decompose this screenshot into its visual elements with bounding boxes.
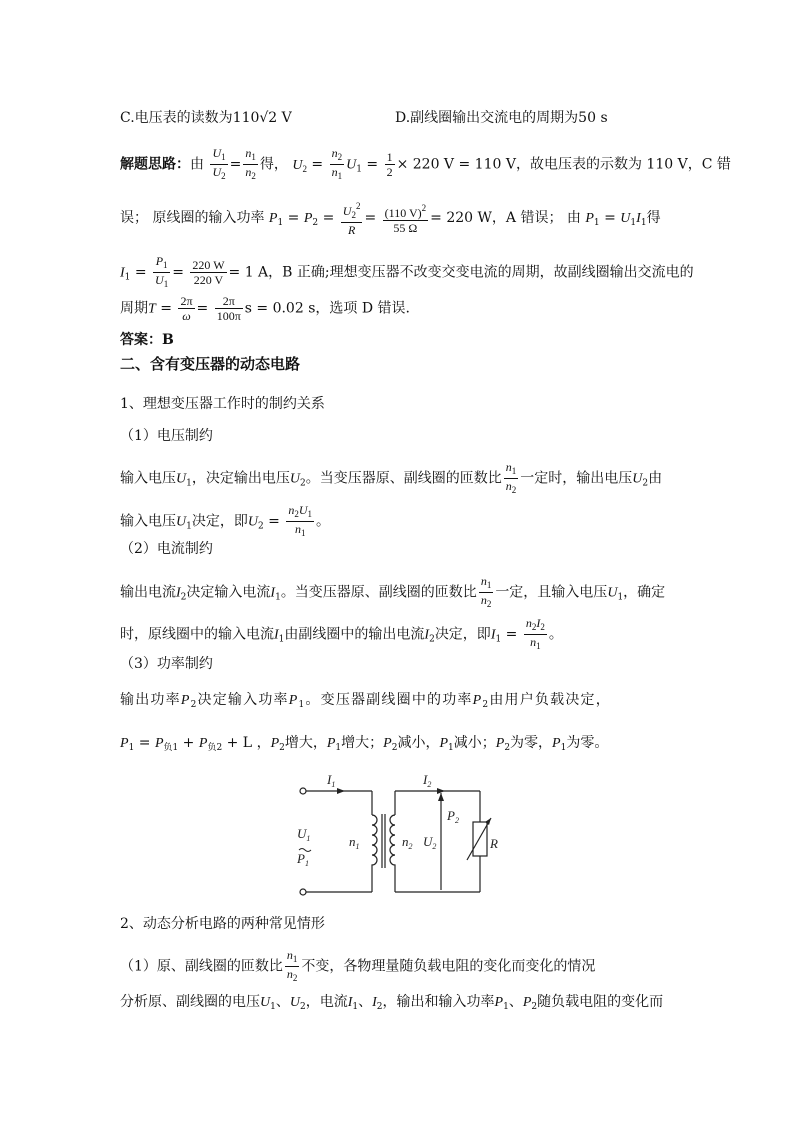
- text: 误； 原线圈的输入功率: [120, 210, 265, 226]
- text: 随负载电阻的变化而: [537, 994, 664, 1010]
- text: 为零，: [510, 735, 553, 751]
- text: 增大；: [341, 735, 384, 751]
- sub-heading-power: （3）功率制约: [120, 656, 213, 672]
- text: 一定时，输出电压: [520, 470, 633, 487]
- text: 时，原线圈中的输入电流: [120, 626, 274, 643]
- text: （1）原、副线圈的匝数比: [120, 958, 283, 975]
- paragraph-power-1: 输出功率$P_2$决定输入功率$P_1$。变压器副线圈中的功率$P_2$由用户负载决定，: [120, 692, 611, 710]
- formula: $U_2$: [292, 157, 307, 174]
- transformer-circuit-diagram: [285, 770, 500, 900]
- formula: $\frac{n_1}{n_2}$: [505, 460, 517, 495]
- section-title: 二、含有变压器的动态电路: [120, 355, 301, 373]
- label-i1: $I_1$: [327, 772, 336, 789]
- formula: $\frac{U_1}{U_2}$: [212, 146, 226, 181]
- formula: $\frac{n_2U_1}{n_1}$: [288, 503, 313, 538]
- answer: 答案：B: [120, 332, 174, 348]
- text: ，确定: [623, 584, 666, 601]
- label-u2: $U_2$: [423, 834, 437, 851]
- text: 为零。: [566, 735, 609, 751]
- label-u1: $U_1$: [297, 826, 311, 843]
- text: 一定，且输入电压: [495, 584, 608, 601]
- paragraph-voltage-2: 输入电压$U_1$决定，即$U_2$ = $\frac{n_2U_1}{n_1}$ 。: [120, 503, 331, 538]
- solution-line-3: $I_1$ = $\frac{P_1}{U_1}$ = $\frac{220 W}{220 V}$ = 1 A，B 正确;理想变压器不改变交变电流的周期，故副线圈输出交流电的: [120, 254, 694, 289]
- text: 。: [548, 626, 563, 643]
- text: ，输出和输入功率: [382, 994, 495, 1010]
- formula: $\frac{n_2}{n_1}$: [331, 146, 343, 181]
- text: 。: [316, 513, 331, 530]
- paragraph-current-1: 输出电流$I_2$决定输入电流$I_1$。当变压器原、副线圈的匝数比 $\frac{n_1}{n_2}$ 一定，且输入电压$U_1$，确定: [120, 574, 666, 609]
- text: ，故电压表的示数为 110 V，C 错: [515, 156, 731, 173]
- text: ，决定输出电压: [191, 470, 290, 487]
- text: 输出电流: [120, 584, 176, 601]
- paragraph-voltage-1: 输入电压$U_1$，决定输出电压$U_2$。当变压器原、副线圈的匝数比 $\frac{n_1}{n_2}$ 一定时，输出电压$U_2$由: [120, 460, 663, 495]
- formula: $\frac{1}{2}$: [386, 150, 393, 179]
- text: 。当变压器原、副线圈的匝数比: [305, 470, 502, 487]
- text: ，A 错误； 由: [491, 210, 581, 226]
- text: ，: [256, 735, 271, 751]
- text: 由: [648, 470, 663, 487]
- sub-heading-current: （2）电流制约: [120, 541, 213, 557]
- formula: $\frac{n_1}{n_2}$: [480, 574, 492, 609]
- item-1-heading: 1、理想变压器工作时的制约关系: [120, 396, 325, 412]
- label-r: R: [490, 836, 498, 851]
- text: ，选项 D 错误.: [315, 300, 410, 317]
- text: 由: [190, 156, 204, 173]
- text: 不变，各物理量随负载电阻的变化而变化的情况: [301, 958, 596, 975]
- label-p2: $P_2$: [447, 808, 459, 825]
- text: 增大，: [284, 735, 327, 751]
- text: 减小，: [397, 735, 440, 751]
- item-2-heading: 2、动态分析电路的两种常见情形: [120, 916, 325, 932]
- label-p1: $P_1$: [297, 851, 309, 868]
- formula: $\frac{2\pi}{100\pi}$: [216, 294, 241, 323]
- paragraph-current-2: 时，原线圈中的输入电流$I_1$由副线圈中的输出电流$I_2$决定，即$I_1$ = $\frac{n_2I_2}{n_1}$ 。: [120, 616, 563, 651]
- text: 决定，即: [191, 513, 248, 530]
- formula: $\frac{(110 V)^2}{55 \Omega}$: [384, 203, 427, 235]
- text: 决定输入电流: [186, 584, 271, 601]
- formula: $\frac{P_1}{U_1}$: [155, 254, 169, 289]
- text: 。变压器副线圈中的功率: [305, 692, 473, 708]
- formula: $\frac{220 W}{220 V}$: [192, 258, 225, 287]
- formula: $\frac{n_1}{n_2}$: [286, 948, 298, 983]
- text: 减小；: [453, 735, 496, 751]
- option-d: D.副线圈输出交流电的周期为50 s: [395, 110, 608, 126]
- paragraph-power-2: $P_1 = P_{负1} + P_{负2} + L$ ，$P_2$增大，$P_1$增大；$P_2$减小，$P_1$减小；$P_2$为零，$P_1$为零。: [120, 735, 609, 753]
- label-n2: $n_2$: [402, 834, 413, 851]
- text: ，电流: [305, 994, 348, 1010]
- option-c: C.电压表的读数为110√2 V: [120, 110, 292, 126]
- text: 决定输入功率: [197, 692, 289, 708]
- solution-line-4: 周期T = $\frac{2\pi}{\omega}$ = $\frac{2\pi}{100\pi}$ s = 0.02 s，选项 D 错误.: [120, 294, 410, 323]
- formula: $\frac{U_2^2}{R}$: [342, 201, 361, 237]
- label-n1: $n_1$: [349, 834, 360, 851]
- text: 得: [646, 210, 661, 226]
- solution-line-2: 误； 原线圈的输入功率 $P_1 = P_2$ = $\frac{U_2^2}{R}$ = $\frac{(110 V)^2}{55 \Omega}$ = 220 W，A 错误； 由 $P_1 = U_1I_1$得: [120, 201, 661, 237]
- text: 输入电压: [120, 513, 176, 530]
- sub-heading-voltage: （1）电压制约: [120, 428, 213, 444]
- text: 输入电压: [120, 470, 176, 487]
- solution-line-1: 解题思路：由 $\frac{U_1}{U_2}$ = $\frac{n_1}{n_2}$ 得， $U_2$ = $\frac{n_2}{n_1}$ $U_1$ = $\frac{1}{2}$ × 220 V = 110 V，故电压表的示数为 110 V，C 错: [120, 146, 731, 181]
- text: 分析原、副线圈的电压: [120, 994, 260, 1010]
- text: 周期: [120, 300, 148, 317]
- paragraph-analysis: 分析原、副线圈的电压$U_1$、$U_2$，电流$I_1$、$I_2$，输出和输入功率$P_1$、$P_2$随负载电阻的变化而: [120, 994, 664, 1012]
- sub-heading-ratio-fixed: [120, 948, 595, 985]
- formula: $\frac{n_2I_2}{n_1}$: [525, 616, 545, 651]
- text: 。当变压器原、副线圈的匝数比: [280, 584, 477, 601]
- formula: $\frac{2\pi}{\omega}$: [180, 294, 193, 323]
- text: 输出功率: [120, 692, 181, 708]
- text: ，B 正确;理想变压器不改变交变电流的周期，故副线圈输出交流电的: [268, 264, 694, 281]
- solution-label: 解题思路：: [120, 156, 190, 173]
- formula: $\frac{n_1}{n_2}$: [245, 146, 256, 181]
- label-i2: $I_2$: [423, 772, 432, 789]
- text: 由副线圈中的输出电流: [284, 626, 425, 643]
- text: 由用户负载决定，: [489, 692, 611, 708]
- text: 得，: [259, 156, 288, 173]
- text: 决定，即: [434, 626, 491, 643]
